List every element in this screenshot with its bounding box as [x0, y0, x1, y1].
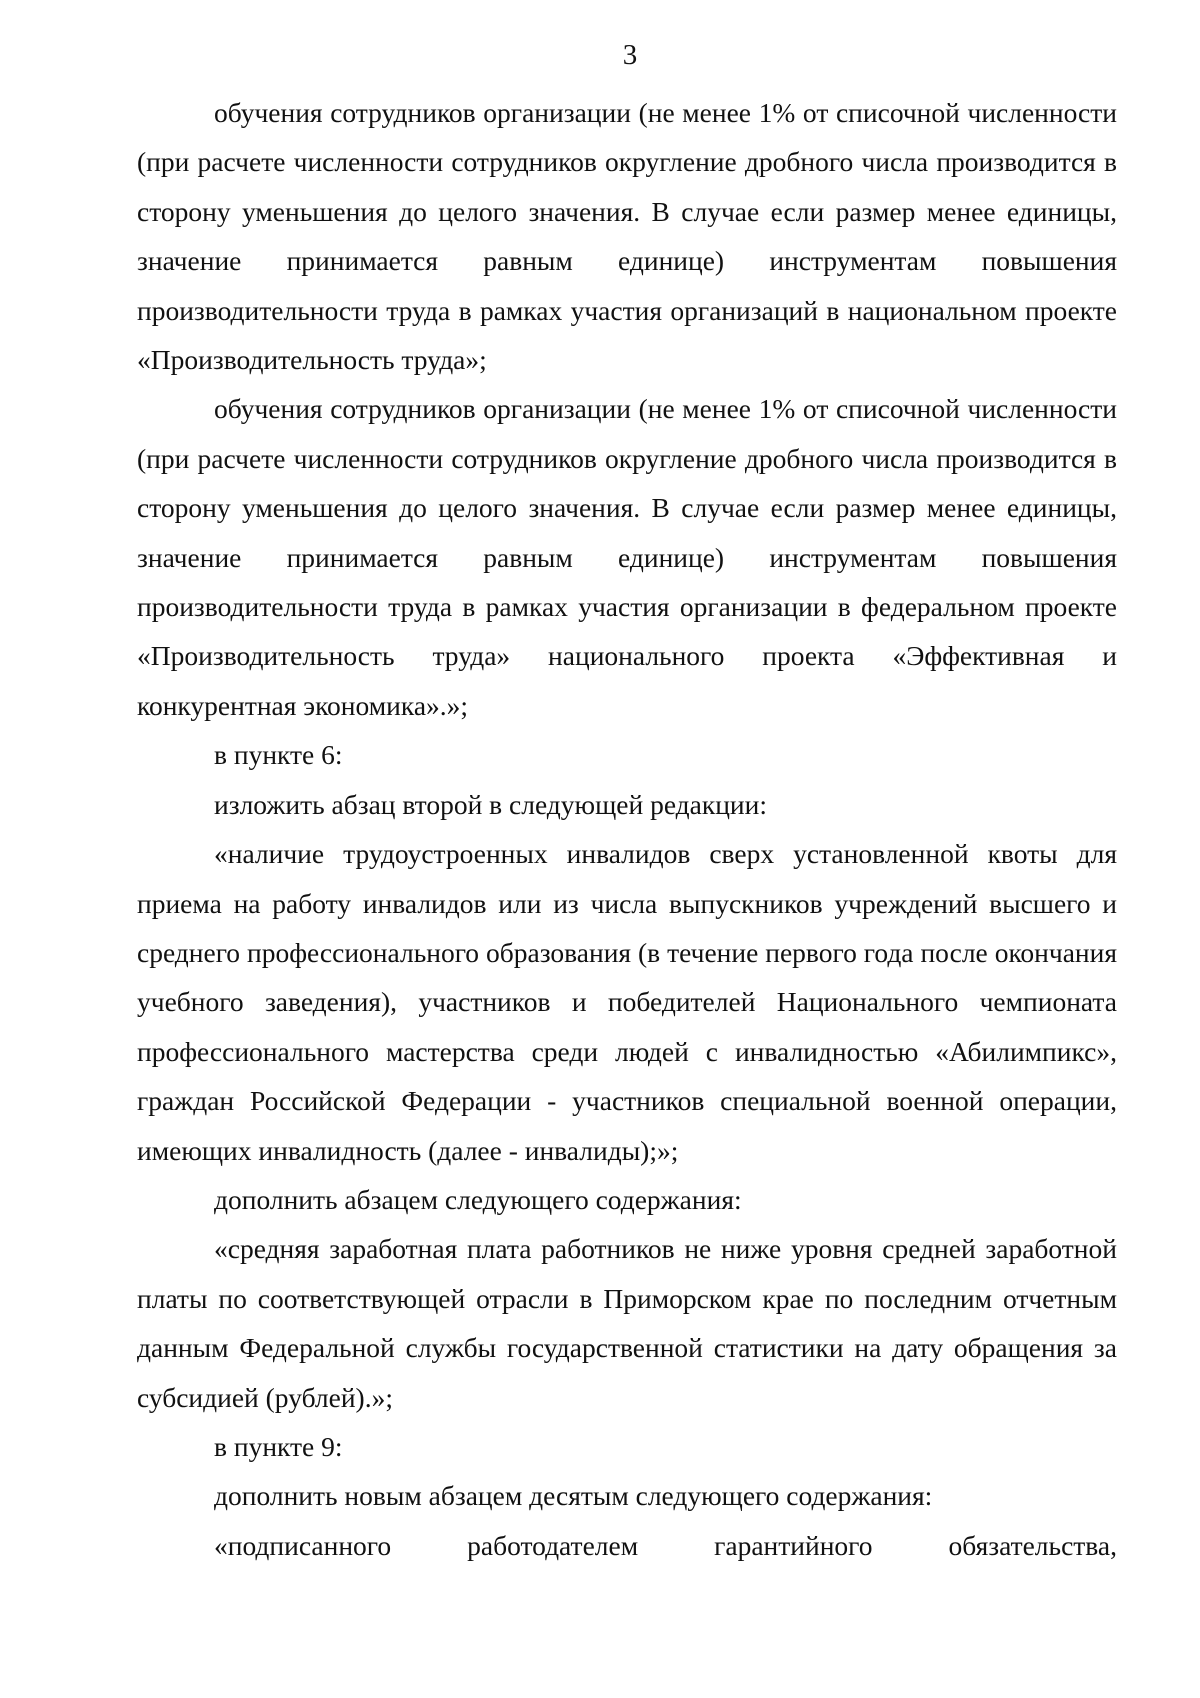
- paragraph-point-6: в пункте 6:: [214, 739, 343, 771]
- paragraph-disabled-employees: «наличие трудоустроенных инвалидов сверх установленной квоты для приема на работу инвалидов или из числа выпускников учреждений высшего и среднего профессионального образования (в течение первого года после окончания учебного заведения), участников и победителей Национального чемпионата профессионального мастерства среди людей с инвалидностью «Абилимпикс», граждан Российской Федерации - участников специальной военной операции, имеющих инвалидность (далее - инвалиды);»;: [137, 838, 1117, 1166]
- paragraph-training-national-project: обучения сотрудников организации (не менее 1% от списочной численности (при расчете численности сотрудников округление дробного числа производится в сторону уменьшения до целого значения. В случае если размер менее единицы, значение принимается равным единице) инструментам повышения производительности труда в рамках участия организаций в национальном проекте «Производительность труда»;: [137, 97, 1117, 376]
- paragraph-point-9: в пункте 9:: [214, 1430, 343, 1462]
- paragraph-add-abzac: дополнить абзацем следующего содержания:: [214, 1183, 742, 1215]
- paragraph-training-federal-project: обучения сотрудников организации (не менее 1% от списочной численности (при расчете численности сотрудников округление дробного числа производится в сторону уменьшения до целого значения. В случае если размер менее единицы, значение принимается равным единице) инструментам повышения производительности труда в рамках участия организации в федеральном проекте «Производительность труда» национального проекта «Эффективная и конкурентная экономика».»;: [137, 393, 1117, 721]
- paragraph-add-tenth-abzac: дополнить новым абзацем десятым следующего содержания:: [214, 1480, 933, 1512]
- paragraph-average-salary: «средняя заработная плата работников не ниже уровня средней заработной платы по соответствующей отрасли в Приморском крае по последним отчетным данным Федеральной службы государственной статистики на дату обращения за субсидией (рублей).»;: [137, 1233, 1117, 1413]
- paragraph-edit-second-abzac: изложить абзац второй в следующей редакции:: [214, 788, 768, 820]
- paragraph-guarantee-obligation: «подписанного работодателем гарантийного обязательства,: [214, 1529, 1117, 1561]
- page-number: 3: [622, 39, 638, 71]
- document-body: [137, 88, 1117, 1570]
